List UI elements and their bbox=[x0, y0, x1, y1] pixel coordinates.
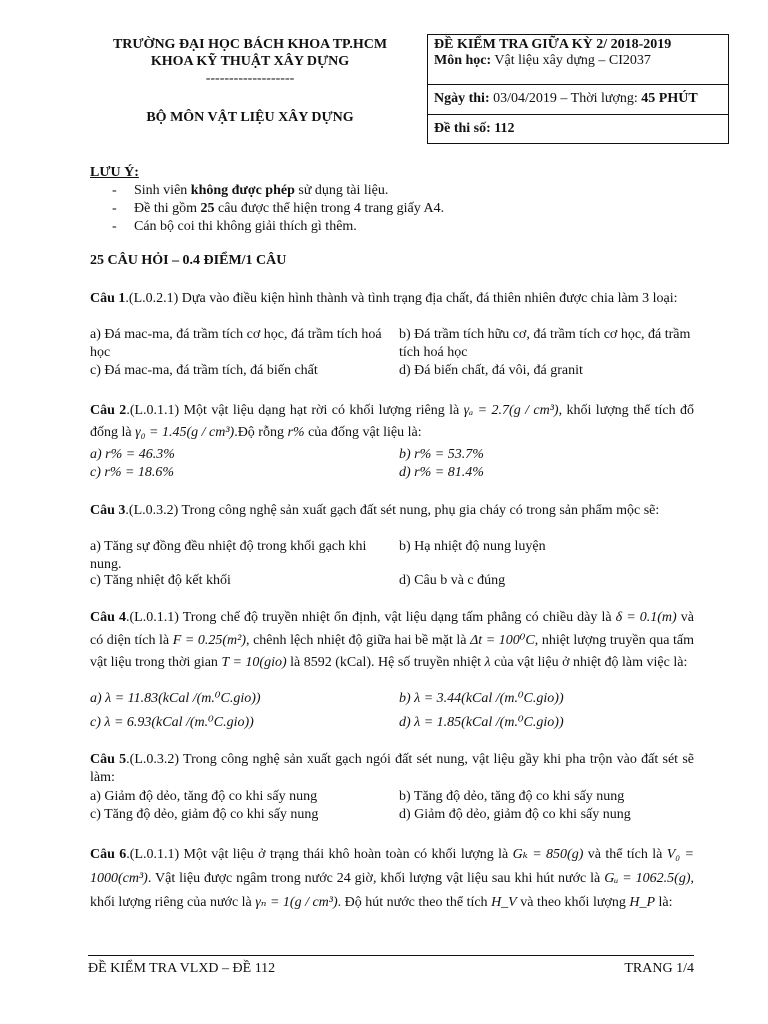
page-number: TRANG 1/4 bbox=[624, 961, 694, 976]
question-text: .(L.0.3.2) Trong công nghệ sản xuất gạch ngói đất sét nung, vật liệu gầy khi pha trộn vào đất sét sẽ làm: bbox=[90, 752, 694, 785]
question-label: Câu 3 bbox=[90, 503, 126, 518]
option-a[interactable]: a) Tăng sự đồng đều nhiệt độ trong khối gạch khi nung. bbox=[90, 539, 367, 572]
question-label: Câu 2 bbox=[90, 403, 127, 418]
formula: H_V bbox=[491, 895, 517, 910]
formula: λ bbox=[484, 655, 491, 670]
option-a[interactable]: a) λ = 11.83(kCal /(m.⁰C.gio)) bbox=[90, 691, 261, 706]
footer-divider bbox=[88, 955, 694, 956]
question-label: Câu 1 bbox=[90, 291, 126, 306]
option-c[interactable]: c) Đá mac-ma, đá trầm tích, đá biến chất bbox=[90, 363, 318, 378]
exam-title-row bbox=[428, 35, 728, 85]
formula: r% bbox=[287, 425, 305, 440]
exam-code: Đề thi số: 112 bbox=[434, 121, 515, 136]
option-d[interactable]: d) r% = 81.4% bbox=[399, 465, 484, 480]
option-c[interactable]: c) r% = 18.6% bbox=[90, 465, 175, 480]
subject-value: Vật liệu xây dựng – CI2037 bbox=[494, 53, 651, 68]
question-1-options bbox=[90, 326, 694, 386]
formula: Gₖ = 850(g) bbox=[512, 847, 584, 862]
option-c[interactable]: c) λ = 6.93(kCal /(m.⁰C.gio)) bbox=[90, 715, 254, 730]
option-a[interactable]: a) Giảm độ dẻo, tăng độ co khi sấy nung bbox=[90, 789, 318, 804]
option-b[interactable]: b) r% = 53.7% bbox=[399, 447, 484, 462]
question-2-options bbox=[90, 446, 694, 486]
school-name: TRƯỜNG ĐẠI HỌC BÁCH KHOA TP.HCM bbox=[112, 37, 388, 52]
formula: V₀ = 1000(cm³) bbox=[90, 847, 694, 886]
question-6: Câu 6.(L.0.1.1) Một vật liệu ở trạng thái khô hoàn toàn có khối lượng là Gₖ = 850(g) và thể tích là V₀ = 1000(cm³). Vật liệu được ngâm trong nước 24 giờ, khối lượng vật liệu sau khi hút nước là Gᵤ = 1062.5(g), khối lượng riêng của nước là γₙ = 1(g / cm³). Độ hút nước theo thể tích H_V và theo khối lượng H_P là: bbox=[90, 847, 694, 910]
option-d[interactable]: d) Đá biến chất, đá vôi, đá granit bbox=[399, 363, 583, 378]
question-text: .(L.0.3.2) Trong công nghệ sản xuất gạch đất sét nung, phụ gia cháy có trong sản phẩm mộc sẽ: bbox=[125, 503, 660, 518]
notes-section bbox=[90, 164, 444, 236]
formula: H_P bbox=[629, 895, 655, 910]
footer-left: ĐỀ KIỂM TRA VLXD – ĐỀ 112 bbox=[88, 961, 276, 976]
department-name: BỘ MÔN VẬT LIỆU XÂY DỰNG bbox=[146, 110, 354, 125]
formula: Δt = 100⁰C bbox=[470, 632, 535, 648]
question-5 bbox=[90, 751, 694, 787]
option-d[interactable]: d) Câu b và c đúng bbox=[399, 573, 506, 588]
question-4: Câu 4.(L.0.1.1) Trong chế độ truyền nhiệt ổn định, vật liệu dạng tấm phẳng có chiều dày là δ = 0.1(m) và có diện tích là F = 0.25(m²), chênh lệch nhiệt độ giữa hai bề mặt là Δt = 100⁰C, nhiệt lượng truyền qua tấm vật liệu trong thời gian T = 10(gio) là 8592 (kCal). Hệ số truyền nhiệt λ của vật liệu ở nhiệt độ làm việc là: bbox=[90, 610, 694, 670]
header-divider: ------------------- bbox=[205, 71, 295, 86]
exam-duration: 45 PHÚT bbox=[641, 91, 698, 106]
option-b[interactable]: b) Đá trầm tích hữu cơ, đá trầm tích cơ học, đá trầm tích hoá học bbox=[399, 327, 691, 360]
formula: γ₀ = 1.45(g / cm³) bbox=[135, 425, 235, 440]
formula: F = 0.25(m²) bbox=[172, 632, 246, 648]
question-3 bbox=[90, 502, 694, 520]
exam-date: 03/04/2019 – Thời lượng: bbox=[493, 91, 638, 106]
option-d[interactable]: d) Giảm độ dẻo, giảm độ co khi sấy nung bbox=[399, 807, 631, 822]
faculty-name: KHOA KỸ THUẬT XÂY DỰNG bbox=[150, 54, 350, 69]
question-2: Câu 2.(L.0.1.1) Một vật liệu dạng hạt rời có khối lượng riêng là γₐ = 2.7(g / cm³), khối lượng thể tích đổ đống là γ₀ = 1.45(g / cm³).Độ rỗng r% của đống vật liệu là: bbox=[90, 403, 695, 440]
question-label: Câu 4 bbox=[90, 610, 126, 625]
exam-title: ĐỀ KIỂM TRA GIỮA KỲ 2/ 2018-2019 bbox=[434, 37, 672, 52]
option-d[interactable]: d) λ = 1.85(kCal /(m.⁰C.gio)) bbox=[399, 715, 564, 730]
option-c[interactable]: c) Tăng độ dẻo, giảm độ co khi sấy nung bbox=[90, 807, 319, 822]
exam-code-row bbox=[428, 115, 728, 145]
formula: γₐ = 2.7(g / cm³) bbox=[463, 403, 559, 418]
formula: δ = 0.1(m) bbox=[615, 610, 677, 625]
notes-title: LƯU Ý: bbox=[90, 165, 139, 180]
note-item: - Đề thi gồm 25 câu được thể hiện trong 4 trang giấy A4. bbox=[112, 200, 444, 218]
question-5-options bbox=[90, 788, 694, 826]
school-header bbox=[80, 36, 420, 87]
question-1 bbox=[90, 290, 694, 308]
section-title: 25 CÂU HỎI – 0.4 ĐIỂM/1 CÂU bbox=[90, 253, 287, 268]
option-c[interactable]: c) Tăng nhiệt độ kết khối bbox=[90, 573, 231, 588]
note-item: - Cán bộ coi thi không giải thích gì thêm. bbox=[112, 218, 444, 236]
subject-line: Môn học: Vật liệu xây dựng – CI2037 bbox=[434, 53, 651, 68]
formula: Gᵤ = 1062.5(g) bbox=[604, 871, 691, 886]
option-a[interactable]: a) Đá mac-ma, đá trầm tích cơ học, đá trầm tích hoá học bbox=[90, 327, 382, 360]
question-label: Câu 6 bbox=[90, 847, 127, 862]
option-a[interactable]: a) r% = 46.3% bbox=[90, 447, 175, 462]
question-4-options bbox=[90, 690, 694, 734]
option-b[interactable]: b) Hạ nhiệt độ nung luyện bbox=[399, 539, 546, 554]
exam-info-box bbox=[427, 34, 729, 144]
question-label: Câu 5 bbox=[90, 752, 127, 767]
exam-date-row: Ngày thi: 03/04/2019 – Thời lượng: 45 PHÚT bbox=[428, 85, 728, 115]
formula: T = 10(gio) bbox=[221, 655, 287, 670]
formula: γₙ = 1(g / cm³) bbox=[255, 895, 338, 910]
question-3-options bbox=[90, 538, 694, 592]
note-item: - Sinh viên không được phép sử dụng tài liệu. bbox=[112, 182, 444, 200]
option-b[interactable]: b) Tăng độ dẻo, tăng độ co khi sấy nung bbox=[399, 789, 625, 804]
option-b[interactable]: b) λ = 3.44(kCal /(m.⁰C.gio)) bbox=[399, 691, 564, 706]
question-text: .(L.0.2.1) Dựa vào điều kiện hình thành và tình trạng địa chất, đá thiên nhiên được chia làm 3 loại: bbox=[125, 291, 678, 306]
